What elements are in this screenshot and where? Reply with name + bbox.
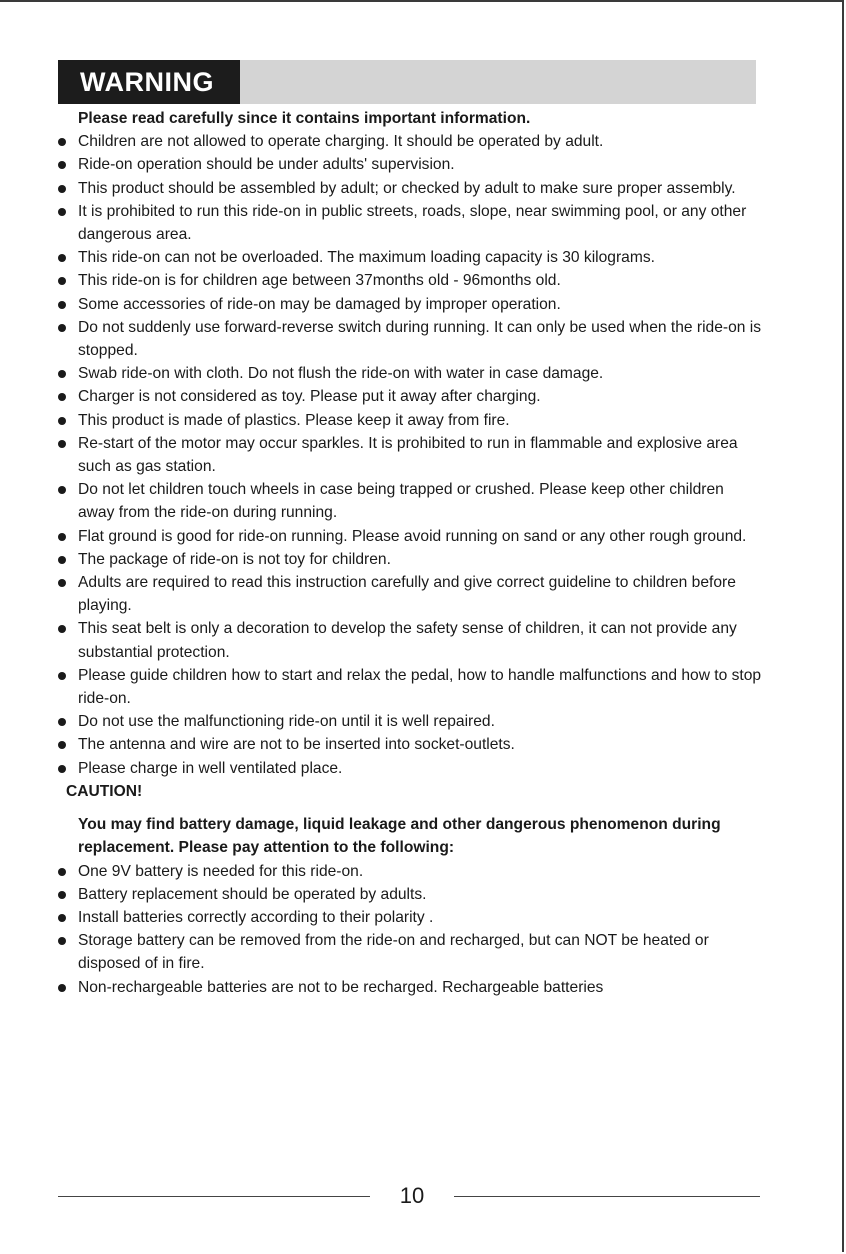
- warning-item: [56, 177, 762, 200]
- bullet-icon: [58, 891, 66, 899]
- warning-item: [56, 316, 762, 362]
- caution-item: [56, 929, 762, 975]
- footer-rule-left: [58, 1196, 370, 1197]
- warning-item: [56, 153, 762, 176]
- bullet-icon: [58, 533, 66, 541]
- warning-item-text: Charger is not considered as toy. Please put it away after charging.: [78, 388, 541, 406]
- warning-item-text: This ride-on is for children age between 37months old - 96months old.: [78, 272, 561, 290]
- warning-item-text: Flat ground is good for ride-on running. Please avoid running on sand or any other rough ground.: [78, 527, 747, 545]
- bullet-icon: [58, 393, 66, 401]
- bullet-icon: [58, 277, 66, 285]
- warning-item-text: Swab ride-on with cloth. Do not flush the ride-on with water in case damage.: [78, 365, 604, 383]
- warning-item-text: This seat belt is only a decoration to develop the safety sense of children, it can not provide any substantial protection.: [78, 620, 737, 661]
- warning-item: [56, 409, 762, 432]
- warning-item-text: Children are not allowed to operate charging. It should be operated by adult.: [78, 133, 604, 151]
- warning-item: [56, 525, 762, 548]
- caution-list: [56, 860, 762, 999]
- warning-item-text: This ride-on can not be overloaded. The maximum loading capacity is 30 kilograms.: [78, 249, 655, 267]
- warning-item: [56, 710, 762, 733]
- warning-item: [56, 385, 762, 408]
- warning-item: [56, 478, 762, 524]
- caution-intro: You may find battery damage, liquid leakage and other dangerous phenomenon during replacement. Please pay attention to the following:: [78, 816, 721, 857]
- caution-item-text: One 9V battery is needed for this ride-on.: [78, 862, 364, 880]
- bullet-icon: [58, 301, 66, 309]
- bullet-icon: [58, 718, 66, 726]
- warning-item: [56, 664, 762, 710]
- bullet-icon: [58, 556, 66, 564]
- bullet-icon: [58, 868, 66, 876]
- footer-rule-right: [454, 1196, 760, 1197]
- bullet-icon: [58, 417, 66, 425]
- warning-item: [56, 571, 762, 617]
- warning-item-text: Do not use the malfunctioning ride-on until it is well repaired.: [78, 713, 495, 731]
- caution-item-text: Install batteries correctly according to their polarity .: [78, 908, 434, 926]
- warning-item: [56, 733, 762, 756]
- warning-item-text: The package of ride-on is not toy for children.: [78, 550, 391, 568]
- bullet-icon: [58, 185, 66, 193]
- bullet-icon: [58, 765, 66, 773]
- warning-item: [56, 617, 762, 663]
- warning-item: [56, 362, 762, 385]
- bullet-icon: [58, 324, 66, 332]
- warning-item-text: This product is made of plastics. Please keep it away from fire.: [78, 411, 510, 429]
- bullet-icon: [58, 440, 66, 448]
- warning-item-text: Please charge in well ventilated place.: [78, 759, 343, 777]
- bullet-icon: [58, 984, 66, 992]
- warning-item-text: Please guide children how to start and relax the pedal, how to handle malfunctions and how to stop ride-on.: [78, 666, 762, 708]
- caution-item-text: Non-rechargeable batteries are not to be recharged. Rechargeable batteries: [78, 978, 604, 996]
- caution-item: [56, 883, 762, 906]
- warning-item: [56, 200, 762, 246]
- warning-item-text: Re-start of the motor may occur sparkles. It is prohibited to run in flammable and explosive area such as gas station.: [78, 434, 738, 476]
- warning-item-text: This product should be assembled by adult; or checked by adult to make sure proper assembly.: [78, 179, 736, 197]
- warning-item: [56, 432, 762, 478]
- bullet-icon: [58, 370, 66, 378]
- warning-item-text: Do not suddenly use forward-reverse switch during running. It can only be used when the ride-on is stopped.: [78, 318, 762, 360]
- warning-item: [56, 269, 762, 292]
- caution-title: CAUTION!: [66, 782, 143, 800]
- warning-item: [56, 757, 762, 780]
- warning-title: WARNING: [58, 60, 240, 104]
- warning-item-text: The antenna and wire are not to be inserted into socket-outlets.: [78, 736, 515, 754]
- bullet-icon: [58, 254, 66, 262]
- warning-item-text: Some accessories of ride-on may be damaged by improper operation.: [78, 295, 561, 313]
- caution-item: [56, 976, 762, 999]
- warning-item-text: It is prohibited to run this ride-on in public streets, roads, slope, near swimming pool, or any other dangerous area.: [78, 202, 747, 244]
- warning-item: [56, 548, 762, 571]
- warning-item-text: Do not let children touch wheels in case being trapped or crushed. Please keep other children away from the ride-on during running.: [78, 481, 724, 522]
- caution-item-text: Battery replacement should be operated by adults.: [78, 885, 427, 903]
- bullet-icon: [58, 486, 66, 494]
- warning-item: [56, 246, 762, 269]
- bullet-icon: [58, 208, 66, 216]
- warning-item: [56, 293, 762, 316]
- bullet-icon: [58, 672, 66, 680]
- caution-item-text: Storage battery can be removed from the ride-on and recharged, but can NOT be heated or disposed of in fire.: [78, 932, 709, 973]
- page-footer: [58, 1180, 760, 1216]
- bullet-icon: [58, 579, 66, 587]
- bullet-icon: [58, 161, 66, 169]
- warning-list: [56, 130, 762, 780]
- warning-intro: Please read carefully since it contains important information.: [78, 110, 531, 127]
- caution-item: [56, 906, 762, 929]
- bullet-icon: [58, 914, 66, 922]
- warning-item-text: Ride-on operation should be under adults' supervision.: [78, 156, 455, 174]
- bullet-icon: [58, 138, 66, 146]
- caution-item: [56, 860, 762, 883]
- warning-item-text: Adults are required to read this instruction carefully and give correct guideline to children before playing.: [78, 574, 736, 615]
- warning-item: [56, 130, 762, 153]
- bullet-icon: [58, 741, 66, 749]
- bullet-icon: [58, 937, 66, 945]
- manual-content: [56, 107, 762, 999]
- bullet-icon: [58, 625, 66, 633]
- page-number: 10: [399, 1183, 425, 1208]
